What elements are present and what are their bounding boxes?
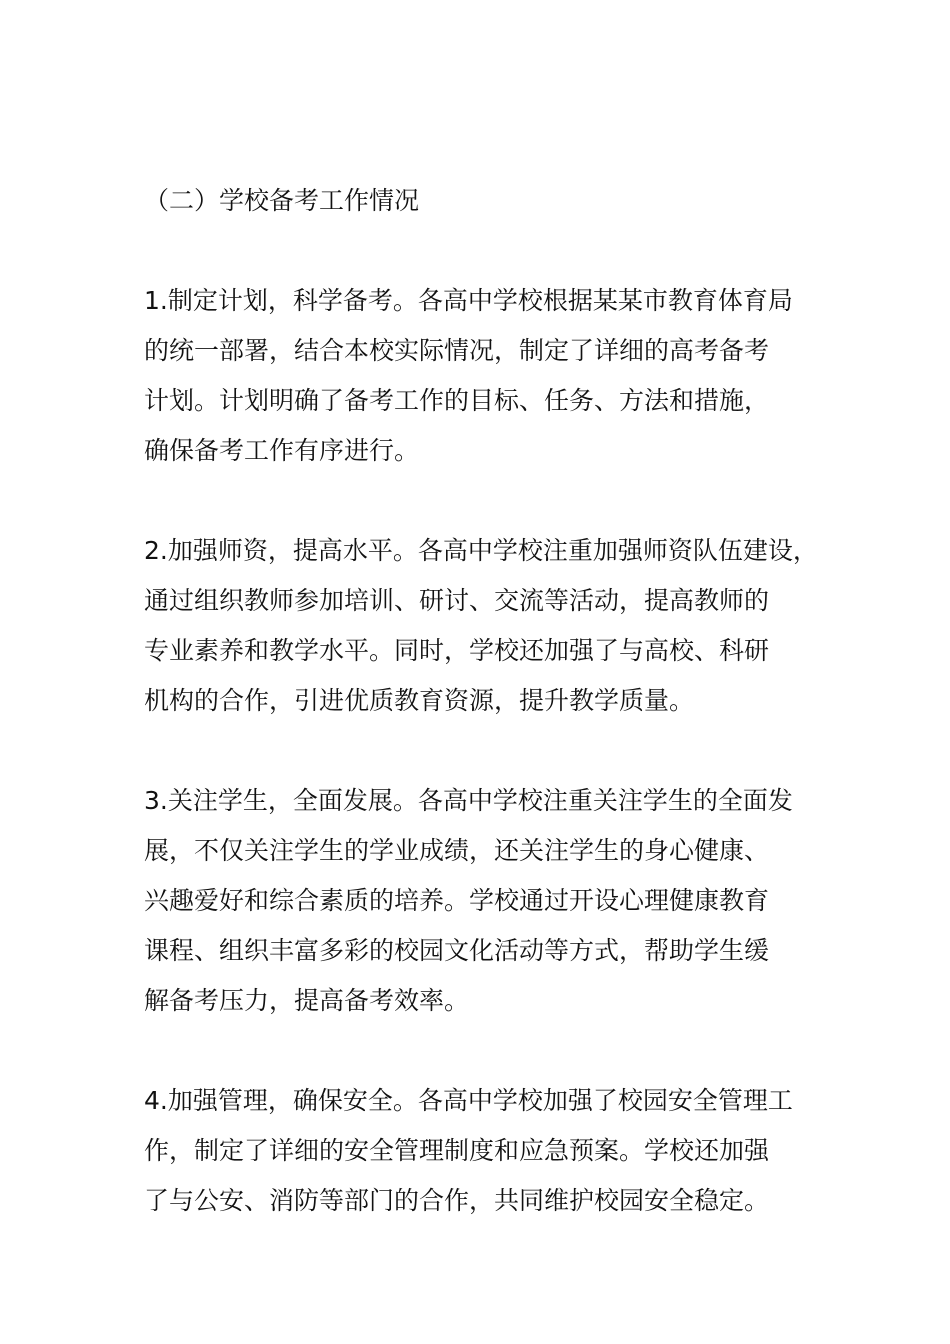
section-heading: （二）学校备考工作情况 [144, 186, 420, 215]
paragraph-line: 了与公安、消防等部门的合作，共同维护校园安全稳定。 [144, 1186, 770, 1215]
paragraph-line: 计划。计划明确了备考工作的目标、任务、方法和措施， [144, 386, 770, 415]
paragraph-2 [144, 526, 844, 726]
paragraph-line: 2.加强师资，提高水平。各高中学校注重加强师资队伍建设， [144, 536, 818, 565]
document-body [144, 176, 844, 1276]
paragraph-line: 的统一部署，结合本校实际情况，制定了详细的高考备考 [144, 336, 770, 365]
paragraph-line: 1.制定计划，科学备考。各高中学校根据某某市教育体育局 [144, 286, 793, 315]
paragraph-line: 通过组织教师参加培训、研讨、交流等活动，提高教师的 [144, 586, 770, 615]
paragraph-line: 展，不仅关注学生的学业成绩，还关注学生的身心健康、 [144, 836, 770, 865]
paragraph-4 [144, 1076, 844, 1226]
paragraph-line: 4.加强管理，确保安全。各高中学校加强了校园安全管理工 [144, 1086, 793, 1115]
paragraph-line: 专业素养和教学水平。同时，学校还加强了与高校、科研 [144, 636, 770, 665]
paragraph-line: 兴趣爱好和综合素质的培养。学校通过开设心理健康教育 [144, 886, 770, 915]
paragraph-line: 3.关注学生，全面发展。各高中学校注重关注学生的全面发 [144, 786, 793, 815]
paragraph-line: 机构的合作，引进优质教育资源，提升教学质量。 [144, 686, 695, 715]
paragraph-line: 解备考压力，提高备考效率。 [144, 986, 470, 1015]
paragraph-line: 课程、组织丰富多彩的校园文化活动等方式，帮助学生缓 [144, 936, 770, 965]
paragraph-line: 确保备考工作有序进行。 [144, 436, 420, 465]
paragraph-1 [144, 276, 844, 476]
paragraph-3 [144, 776, 844, 1026]
paragraph-line: 作，制定了详细的安全管理制度和应急预案。学校还加强 [144, 1136, 770, 1165]
